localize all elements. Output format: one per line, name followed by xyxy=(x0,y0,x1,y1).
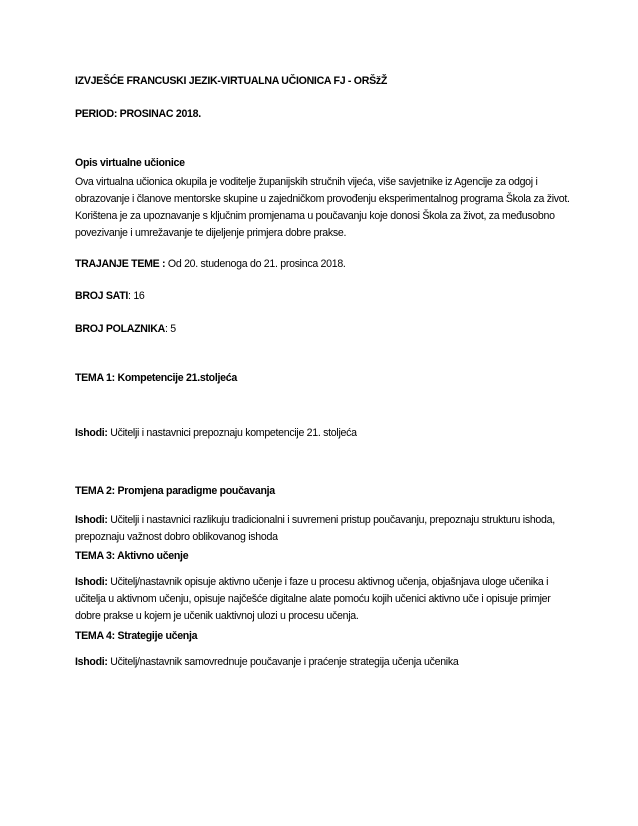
tema1-ishodi-label: Ishodi: xyxy=(75,427,108,439)
tema3-ishodi-label: Ishodi: xyxy=(75,576,108,588)
broj-polaznika-value: : 5 xyxy=(164,323,176,335)
period-line: PERIOD: PROSINAC 2018. xyxy=(75,108,201,120)
tema4-ishodi-label: Ishodi: xyxy=(75,656,108,668)
broj-polaznika-label: BROJ POLAZNIKA xyxy=(75,323,165,335)
opis-heading: Opis virtualne učionice xyxy=(75,157,185,169)
tema2-ishodi xyxy=(75,512,575,546)
report-title: IZVJEŠĆE FRANCUSKI JEZIK-VIRTUALNA UČIONICA FJ - ORŠžŽ xyxy=(75,75,388,87)
trajanje-label: TRAJANJE TEME : xyxy=(75,258,166,270)
tema3-title: TEMA 3: Aktivno učenje xyxy=(75,550,189,562)
tema1-ishodi xyxy=(75,425,575,442)
broj-polaznika-line xyxy=(75,321,575,338)
tema1-title: TEMA 1: Kompetencije 21.stoljeća xyxy=(75,372,237,384)
tema4-title: TEMA 4: Strategije učenja xyxy=(75,630,198,642)
tema4-ishodi-text: Učitelj/nastavnik samovrednuje poučavanje i praćenje strategija učenja učenika xyxy=(107,656,459,668)
broj-sati-label: BROJ SATI xyxy=(75,290,129,302)
tema2-title: TEMA 2: Promjena paradigme poučavanja xyxy=(75,485,275,497)
tema4-ishodi xyxy=(75,654,575,671)
tema2-ishodi-label: Ishodi: xyxy=(75,514,108,526)
tema3-ishodi xyxy=(75,574,575,625)
broj-sati-line xyxy=(75,288,575,305)
tema1-ishodi-text: Učitelji i nastavnici prepoznaju kompetencije 21. stoljeća xyxy=(107,427,357,439)
tema2-ishodi-text: Učitelji i nastavnici razlikuju tradicionalni i suvremeni pristup poučavanju, prepoznaju strukturu ishoda, prepoznaju važnost dobro oblikovanog ishoda xyxy=(75,514,555,543)
tema3-ishodi-text: Učitelj/nastavnik opisuje aktivno učenje i faze u procesu aktivnog učenja, objašnjava uloge učenika i učitelja u aktivnom učenju, opisuje najčešće digitalne alate pomoću kojih učenici aktivno uče i opisuje primjer dobre prakse u kojem je učenik uaktivnoj ulozi u procesu učenja. xyxy=(75,576,551,622)
broj-sati-value: : 16 xyxy=(128,290,145,302)
trajanje-line xyxy=(75,256,575,273)
opis-paragraph: Ova virtualna učionica okupila je voditelje županijskih stručnih vijeća, više savjetnike iz Agencije za odgoj i obrazovanje i članove mentorske skupine u zajedničkom provođenju eksperimentalnog programa Škola za život. Korištena je za upoznavanje s ključnim promjenama u poučavanju koje donosi Škola za život, za međusobno povezivanje i umrežavanje te dijeljenje primjera dobre prakse. xyxy=(75,176,570,239)
trajanje-value: Od 20. studenoga do 21. prosinca 2018. xyxy=(165,258,346,270)
